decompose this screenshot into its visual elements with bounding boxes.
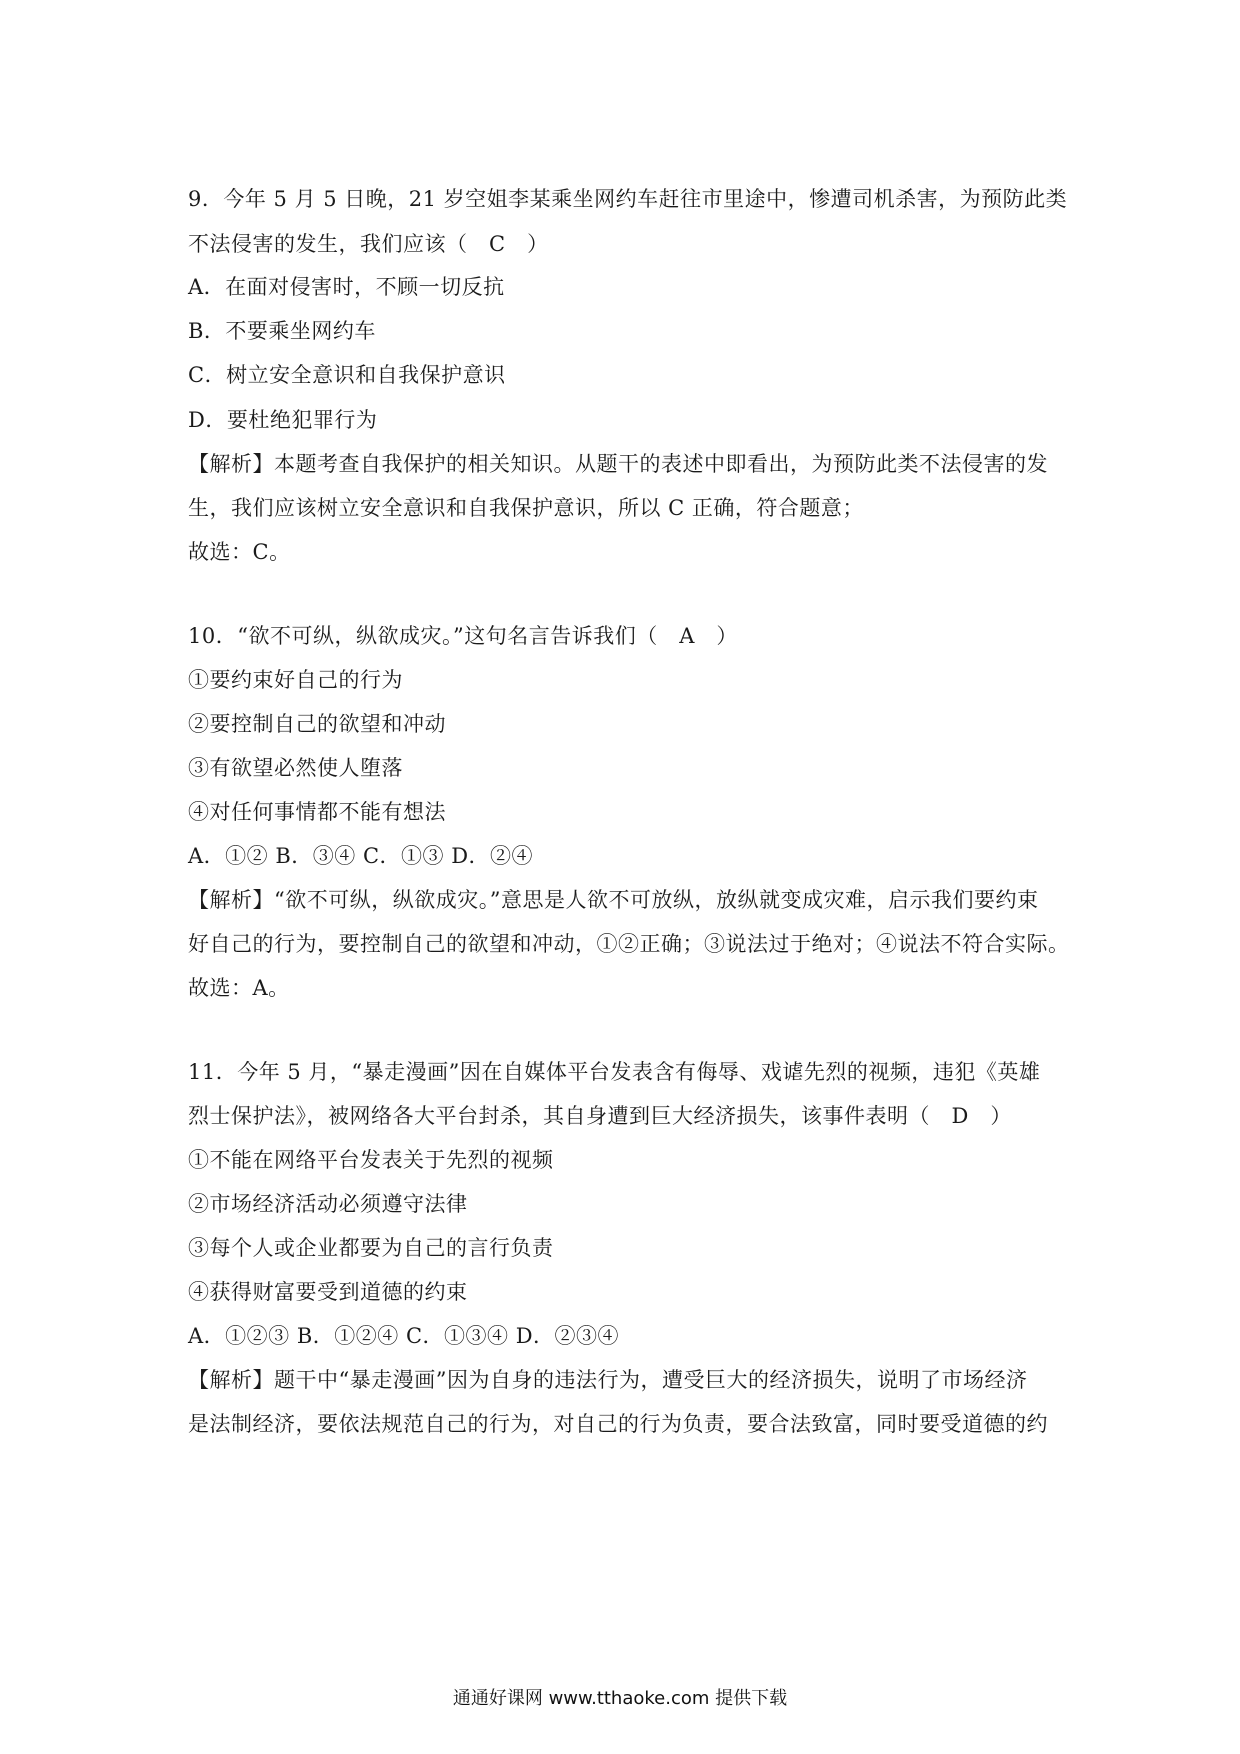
q11-item-1: ①不能在网络平台发表关于先烈的视频 bbox=[188, 1148, 554, 1172]
q10-choices: A．①② B．③④ C．①③ D．②④ bbox=[188, 844, 534, 868]
q10-item-3: ③有欲望必然使人堕落 bbox=[188, 756, 403, 780]
q9-stem-line-1: 9．今年 5 月 5 日晚，21 岁空姐李某乘坐网约车赶往市里途中，惨遭司机杀害，为预防此类 bbox=[188, 187, 1068, 211]
q10-item-1: ①要约束好自己的行为 bbox=[188, 668, 403, 692]
q10-analysis-line-1: 【解析】“欲不可纵，纵欲成灾。”意思是人欲不可放纵，放纵就变成灾难，启示我们要约束 bbox=[188, 888, 1039, 912]
q9-stem-line-2: 不法侵害的发生，我们应该（ C ） bbox=[188, 232, 549, 256]
q11-stem-line-1: 11．今年 5 月，“暴走漫画”因在自媒体平台发表含有侮辱、戏谑先烈的视频，违犯《英雄 bbox=[188, 1060, 1041, 1084]
q9-option-d: D．要杜绝犯罪行为 bbox=[188, 408, 378, 432]
q10-stem-line-1: 10．“欲不可纵，纵欲成灾。”这句名言告诉我们（ A ） bbox=[188, 624, 738, 648]
q11-item-2: ②市场经济活动必须遵守法律 bbox=[188, 1192, 468, 1216]
q9-option-a: A．在面对侵害时，不顾一切反抗 bbox=[188, 275, 505, 299]
q10-item-4: ④对任何事情都不能有想法 bbox=[188, 800, 446, 824]
q10-analysis-line-2: 好自己的行为，要控制自己的欲望和冲动，①②正确；③说法过于绝对；④说法不符合实际。 bbox=[188, 932, 1070, 956]
q11-stem-line-2: 烈士保护法》，被网络各大平台封杀，其自身遭到巨大经济损失，该事件表明（ D ） bbox=[188, 1104, 1012, 1128]
q9-option-c: C．树立安全意识和自我保护意识 bbox=[188, 363, 506, 387]
q11-analysis-line-1: 【解析】题干中“暴走漫画”因为自身的违法行为，遭受巨大的经济损失，说明了市场经济 bbox=[188, 1368, 1028, 1392]
page-footer: 通通好课网 www.tthaoke.com 提供下载 bbox=[452, 1688, 788, 1709]
q9-analysis-line-2: 生，我们应该树立安全意识和自我保护意识，所以 C 正确，符合题意； bbox=[188, 496, 864, 520]
q10-answer: 故选：A。 bbox=[188, 976, 290, 1000]
q9-analysis-line-1: 【解析】本题考查自我保护的相关知识。从题干的表述中即看出，为预防此类不法侵害的发 bbox=[188, 452, 1048, 476]
q11-choices: A．①②③ B．①②④ C．①③④ D．②③④ bbox=[188, 1324, 620, 1348]
q11-analysis-line-2: 是法制经济，要依法规范自己的行为，对自己的行为负责，要合法致富，同时要受道德的约 bbox=[188, 1412, 1048, 1436]
q11-item-4: ④获得财富要受到道德的约束 bbox=[188, 1280, 468, 1304]
q10-item-2: ②要控制自己的欲望和冲动 bbox=[188, 712, 446, 736]
q9-option-b: B．不要乘坐网约车 bbox=[188, 319, 376, 343]
q11-item-3: ③每个人或企业都要为自己的言行负责 bbox=[188, 1236, 554, 1260]
q9-answer: 故选：C。 bbox=[188, 540, 291, 564]
